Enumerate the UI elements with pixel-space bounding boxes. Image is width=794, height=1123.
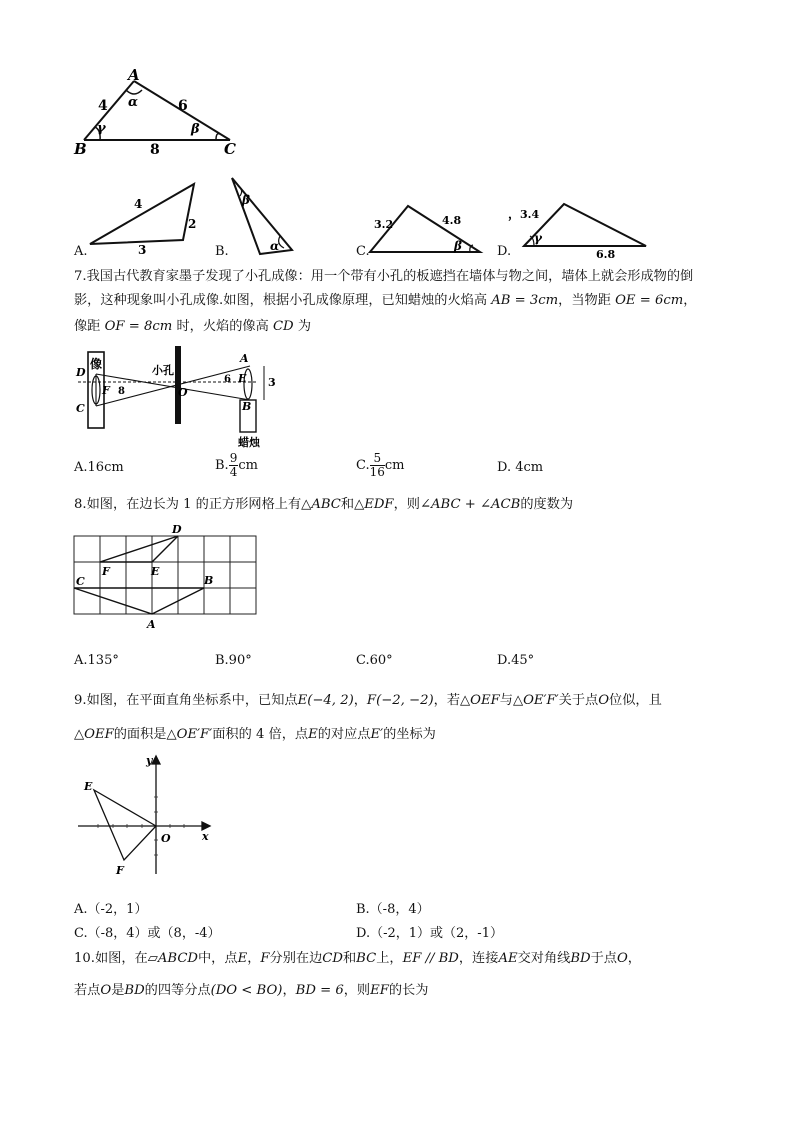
- q6-option-c-figure: [366, 200, 490, 258]
- q6-option-a-letter: A.: [74, 244, 88, 259]
- q7-image-label: 像: [90, 357, 103, 371]
- q7-point-a: A: [240, 352, 249, 365]
- vertex-a-label: A: [128, 68, 140, 84]
- q8-option-d: D.45°: [497, 653, 535, 668]
- q8-triangle-abc: △ABC: [301, 497, 341, 512]
- q9-text-1f: 位似，且: [609, 693, 662, 708]
- q9-point-o: O: [598, 693, 610, 708]
- q6c-side-1: 3.2: [374, 218, 394, 231]
- q7-option-b-unit: cm: [238, 458, 258, 473]
- q9-point-f-label: F: [116, 864, 124, 877]
- q9-y-arrow: [152, 756, 160, 764]
- q10-text-2f: 的长为: [388, 983, 429, 998]
- q10-condition: (DO < BO): [210, 983, 283, 998]
- q9-y-label: y: [146, 754, 153, 767]
- q8-option-b: B.90°: [215, 653, 252, 668]
- angle-beta-label: β: [191, 122, 200, 137]
- q10-line-1: [74, 948, 734, 970]
- q6a-side-1: 4: [134, 197, 143, 211]
- q9-triangle-oef-2: △OEF: [74, 727, 114, 742]
- q7-text-2c: ，: [683, 293, 697, 308]
- q8-option-c: C.60°: [356, 653, 393, 668]
- q9-text-2d: 的坐标为: [383, 727, 436, 742]
- q10-text-1c: ，: [247, 951, 261, 966]
- q7-point-f: F: [102, 384, 110, 397]
- q9-triangle-oef-shape: [94, 790, 156, 860]
- q10-parallelogram: ▱ABCD: [147, 951, 198, 966]
- q6b-angle-beta: β: [242, 193, 250, 207]
- q9-text-2c: 的对应点: [317, 727, 371, 742]
- q9-point-e: E: [308, 727, 318, 742]
- q8-triangle-edf: △EDF: [354, 497, 394, 512]
- vertex-b-label: B: [74, 140, 87, 158]
- q6c-side-2: 4.8: [442, 214, 462, 227]
- q7-dist-oe: 6: [224, 374, 231, 385]
- q6d-angle-gamma: γ: [534, 231, 542, 245]
- q7-option-c: [356, 452, 405, 479]
- q10-point-o-2: O: [100, 983, 112, 998]
- q7-text-2b: ，当物距: [558, 293, 616, 308]
- q7-line-2: [74, 290, 734, 312]
- q10-text-1a: 10.如图，在: [74, 951, 148, 966]
- q6-option-c-letter: C.: [356, 244, 370, 259]
- q8-text-d: 的度数为: [520, 497, 574, 512]
- q10-segment-ef: EF: [370, 983, 389, 998]
- q10-side-bc: BC: [356, 951, 377, 966]
- q9-triangle-oef: △OEF: [460, 693, 500, 708]
- q10-text-2b: 是: [111, 983, 125, 998]
- q8-text-b: 和: [340, 497, 355, 512]
- angle-gamma-label: γ: [97, 121, 106, 136]
- q6-option-b-letter: B.: [215, 244, 229, 259]
- q9-triangle-oef-prime: △OE′F′: [512, 693, 559, 708]
- q10-text-1f: 上，: [376, 951, 403, 966]
- q7-option-b-den: 4: [229, 465, 238, 479]
- q9-line-1: [74, 690, 734, 712]
- q9-option-a: A.（-2，1）: [74, 902, 148, 917]
- q7-point-c: C: [76, 402, 85, 415]
- q10-segment-ae: AE: [498, 951, 518, 966]
- q7-option-c-fraction: [370, 452, 385, 479]
- q7-option-c-letter: C.: [356, 458, 370, 473]
- q6d-side-1: 3.4: [520, 208, 540, 221]
- q6a-side-3: 3: [138, 243, 147, 254]
- q9-point-e-label: E: [84, 780, 93, 793]
- reference-triangle-figure: [70, 68, 250, 158]
- q7-line-1: [74, 266, 734, 288]
- q9-text-1a: 9.如图，在平面直角坐标系中，已知点: [74, 693, 298, 708]
- q9-line-2: [74, 724, 734, 746]
- q10-line-2: [74, 980, 734, 1002]
- side-ab-label: 4: [98, 98, 108, 114]
- q7-height-ab: 3: [268, 376, 276, 389]
- q8-option-a: A.135°: [74, 653, 119, 668]
- q10-side-cd: CD: [322, 951, 343, 966]
- q8-line-1: [74, 494, 734, 516]
- q7-option-c-unit: cm: [384, 458, 405, 473]
- q7-math-oe: OE = 6cm: [615, 293, 684, 308]
- q8-point-d: D: [172, 523, 182, 536]
- q9-text-1b: ，: [353, 693, 367, 708]
- q7-text-2a: 影，这种现象叫小孔成像.如图，根据小孔成像原理，已知蜡烛的火焰高: [74, 293, 492, 308]
- q6a-side-2: 2: [188, 217, 197, 231]
- q9-point-e-coords: E(−4, 2): [297, 693, 354, 708]
- q9-option-b: B.（-8，4）: [356, 902, 430, 917]
- q6d-dot: ，: [508, 207, 521, 221]
- q9-x-arrow: [202, 822, 210, 830]
- q8-text-c: ，则: [393, 497, 420, 512]
- q7-pinhole-figure: [72, 344, 282, 450]
- q6-option-d-letter: D.: [497, 244, 512, 259]
- q9-text-1c: ，若: [433, 693, 461, 708]
- q7-option-b-num: 9: [229, 451, 238, 465]
- vertex-c-label: C: [224, 140, 236, 158]
- side-bc-label: 8: [150, 142, 160, 158]
- q10-text-1b: 中，点: [198, 951, 238, 966]
- q9-coordinate-figure: [74, 752, 214, 880]
- q10-text-1h: 交对角线: [517, 951, 571, 966]
- q10-text-2e: ，则: [343, 983, 371, 998]
- q10-text-2d: ，: [282, 983, 296, 998]
- q7-point-d: D: [76, 366, 86, 379]
- q6c-angle-beta: β: [454, 239, 462, 253]
- q7-text-3c: 为: [293, 319, 312, 334]
- q10-point-o: O: [616, 951, 628, 966]
- q9-text-2a: 的面积是: [113, 727, 167, 742]
- q9-option-c: C.（-8，4）或（8，-4）: [74, 926, 221, 941]
- q6-option-b-figure: [226, 174, 306, 258]
- q7-option-b-fraction: [229, 452, 239, 479]
- q7-line-3: [74, 316, 734, 338]
- q10-ef-parallel-bd: EF // BD: [402, 951, 459, 966]
- q7-option-b: [215, 452, 258, 479]
- q9-point-f-coords: F(−2, −2): [366, 693, 434, 708]
- q9-option-d: D.（-2，1）或（2，-1）: [356, 926, 503, 941]
- q10-diagonal-bd: BD: [570, 951, 591, 966]
- q10-point-e: E: [237, 951, 248, 966]
- q7-option-a: A.16cm: [74, 460, 124, 475]
- q10-diagonal-bd-2: BD: [124, 983, 145, 998]
- q10-text-2c: 的四等分点: [144, 983, 211, 998]
- q8-point-f: F: [102, 565, 110, 578]
- q9-triangle-oef-prime-2: △OE′F′: [166, 727, 213, 742]
- q7-dist-of: 8: [118, 386, 125, 397]
- q7-math-of: OF = 8cm: [104, 319, 173, 334]
- q10-text-1d: 分别在边: [269, 951, 323, 966]
- q9-point-e-prime: E′: [370, 727, 384, 742]
- q9-text-2b: 面积的 4 倍，点: [212, 727, 309, 742]
- q10-text-1j: ，: [627, 951, 641, 966]
- q7-math-cd: CD: [272, 319, 294, 334]
- q7-text-1: 7.我国古代教育家墨子发现了小孔成像：用一个带有小孔的板遮挡在墙体与物之间，墙体上就会形成物的倒: [74, 269, 694, 284]
- q10-bd-length: BD = 6: [295, 983, 344, 998]
- q10-text-1i: 于点: [590, 951, 617, 966]
- q7-option-b-letter: B.: [215, 458, 229, 473]
- q7-option-c-den: 16: [369, 465, 385, 479]
- q6-option-a-figure: [86, 178, 206, 254]
- q8-triangle-abc-shape: [74, 588, 204, 614]
- angle-alpha-label: α: [128, 95, 139, 110]
- q7-candle-label: 蜡烛: [238, 436, 260, 449]
- q6d-side-2: 6.8: [596, 248, 616, 258]
- q8-point-e: E: [151, 565, 160, 578]
- q7-text-3b: 时，火焰的像高: [172, 319, 273, 334]
- q10-point-f: F: [260, 951, 270, 966]
- q7-point-o: O: [178, 386, 188, 399]
- q7-point-e: E: [238, 372, 247, 385]
- q7-text-3a: 像距: [74, 319, 105, 334]
- q6-option-d-figure: [506, 196, 652, 258]
- side-ac-label: 6: [178, 98, 188, 114]
- q7-hole-label: 小孔: [152, 364, 174, 377]
- q8-text-a: 8.如图，在边长为 1 的正方形网格上有: [74, 497, 302, 512]
- q8-point-c: C: [76, 575, 85, 588]
- q10-text-1e: 和: [342, 951, 357, 966]
- q7-option-c-num: 5: [370, 452, 385, 466]
- q8-point-a: A: [147, 618, 156, 630]
- q6b-angle-alpha: α: [270, 239, 280, 253]
- q9-origin-label: O: [161, 832, 171, 845]
- q8-angle-expression: ∠ABC + ∠ACB: [419, 497, 521, 512]
- q7-point-b: B: [242, 400, 252, 413]
- q10-text-1g: ，连接: [458, 951, 499, 966]
- q7-option-d: D. 4cm: [497, 460, 544, 475]
- q9-text-1e: 关于点: [558, 693, 599, 708]
- q10-text-2a: 若点: [74, 983, 101, 998]
- q8-grid-figure: [70, 522, 266, 630]
- q9-text-1d: 与: [499, 693, 513, 708]
- q8-point-b: B: [204, 574, 214, 587]
- q9-x-label: x: [202, 830, 209, 843]
- q7-math-ab: AB = 3cm: [491, 293, 559, 308]
- q8-triangle-edf-shape: [100, 536, 178, 562]
